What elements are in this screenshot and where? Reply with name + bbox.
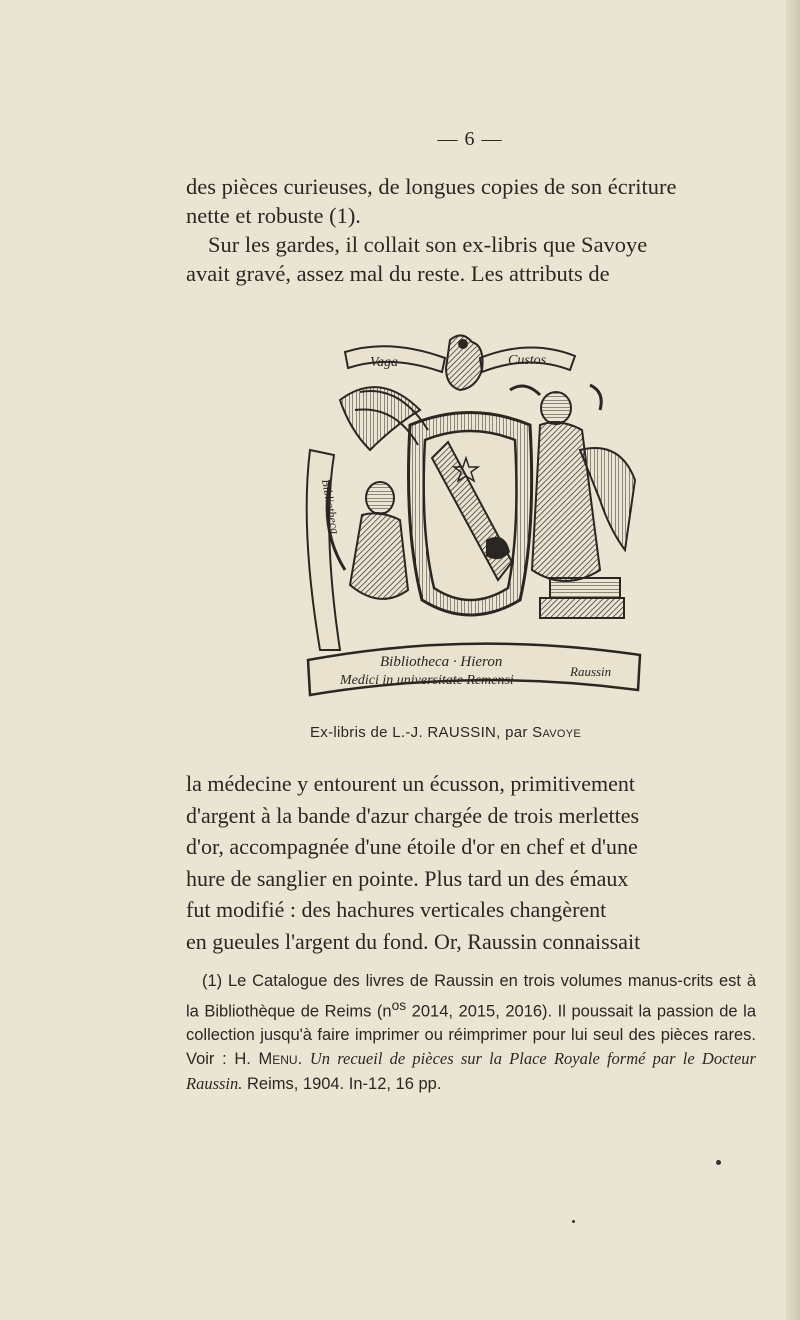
ribbon-left-text: Vaga <box>370 355 398 370</box>
text-line: nette et robuste (1). <box>186 203 361 228</box>
page-number: — 6 — <box>437 128 503 150</box>
inscription-line-2: Medici in universitate Remensi <box>340 673 514 688</box>
ink-speck <box>716 1160 721 1165</box>
footnote-superscript: os <box>391 997 407 1013</box>
paragraph-top <box>186 172 756 288</box>
text-line: d'or, accompagnée d'une étoile d'or en chef et d'une <box>186 834 638 859</box>
caption-prefix: Ex-libris de L.-J. RAUSSIN, par <box>310 724 533 741</box>
inscription-name: Raussin <box>570 664 612 679</box>
text-line: la médecine y entourent un écusson, primitivement <box>186 771 636 796</box>
footnote-text-b: crits est à la Bibliothèque de Reims (n <box>186 972 756 1020</box>
ribbon-right-text: Custos <box>508 353 547 368</box>
engraving-illustration <box>300 330 645 702</box>
text-line: des pièces curieuses, de longues copies de son écriture <box>186 174 677 199</box>
text-line: fut modifié : des hachures verticales changèrent <box>186 897 607 922</box>
caption-engraver: Savoye <box>532 724 582 741</box>
footnote-text-a: (1) Le Catalogue des livres de Raussin en trois volumes manus- <box>202 972 683 990</box>
footnote <box>186 970 756 1096</box>
page-edge-shadow <box>786 0 800 1320</box>
figure-caption <box>310 724 650 741</box>
footnote-text-d: . <box>297 1050 310 1068</box>
text-line: avait gravé, assez mal du reste. Les attributs de <box>186 261 610 286</box>
footnote-title: Un recueil de pièces sur la Place Royale formé par le Docteur Raussin. <box>186 1049 756 1093</box>
ex-libris-engraving <box>300 330 645 702</box>
ink-speck <box>572 1220 575 1223</box>
footnote-author: Menu <box>258 1050 298 1068</box>
side-scroll-text: Bibliotheca <box>319 478 343 536</box>
text-line: Sur les gardes, il collait son ex-libris que Savoye <box>208 232 648 257</box>
paragraph-bottom <box>186 768 756 957</box>
text-line: d'argent à la bande d'azur chargée de trois merlettes <box>186 802 640 828</box>
inscription-line-1: Bibliotheca · Hieron <box>380 654 503 670</box>
footnote-text-e: Reims, 1904. In-12, 16 pp. <box>242 1074 442 1093</box>
footnote-text-c: 2014, 2015, 2016). Il poussait la passion de la collection jusqu'à faire imprimer ou réimprimer pour lui seul des pièces rares. Voir : H. <box>186 1002 756 1068</box>
text-line: en gueules l'argent du fond. Or, Raussin connaissait <box>186 928 641 954</box>
text-line: hure de sanglier en pointe. Plus tard un des émaux <box>186 865 629 891</box>
